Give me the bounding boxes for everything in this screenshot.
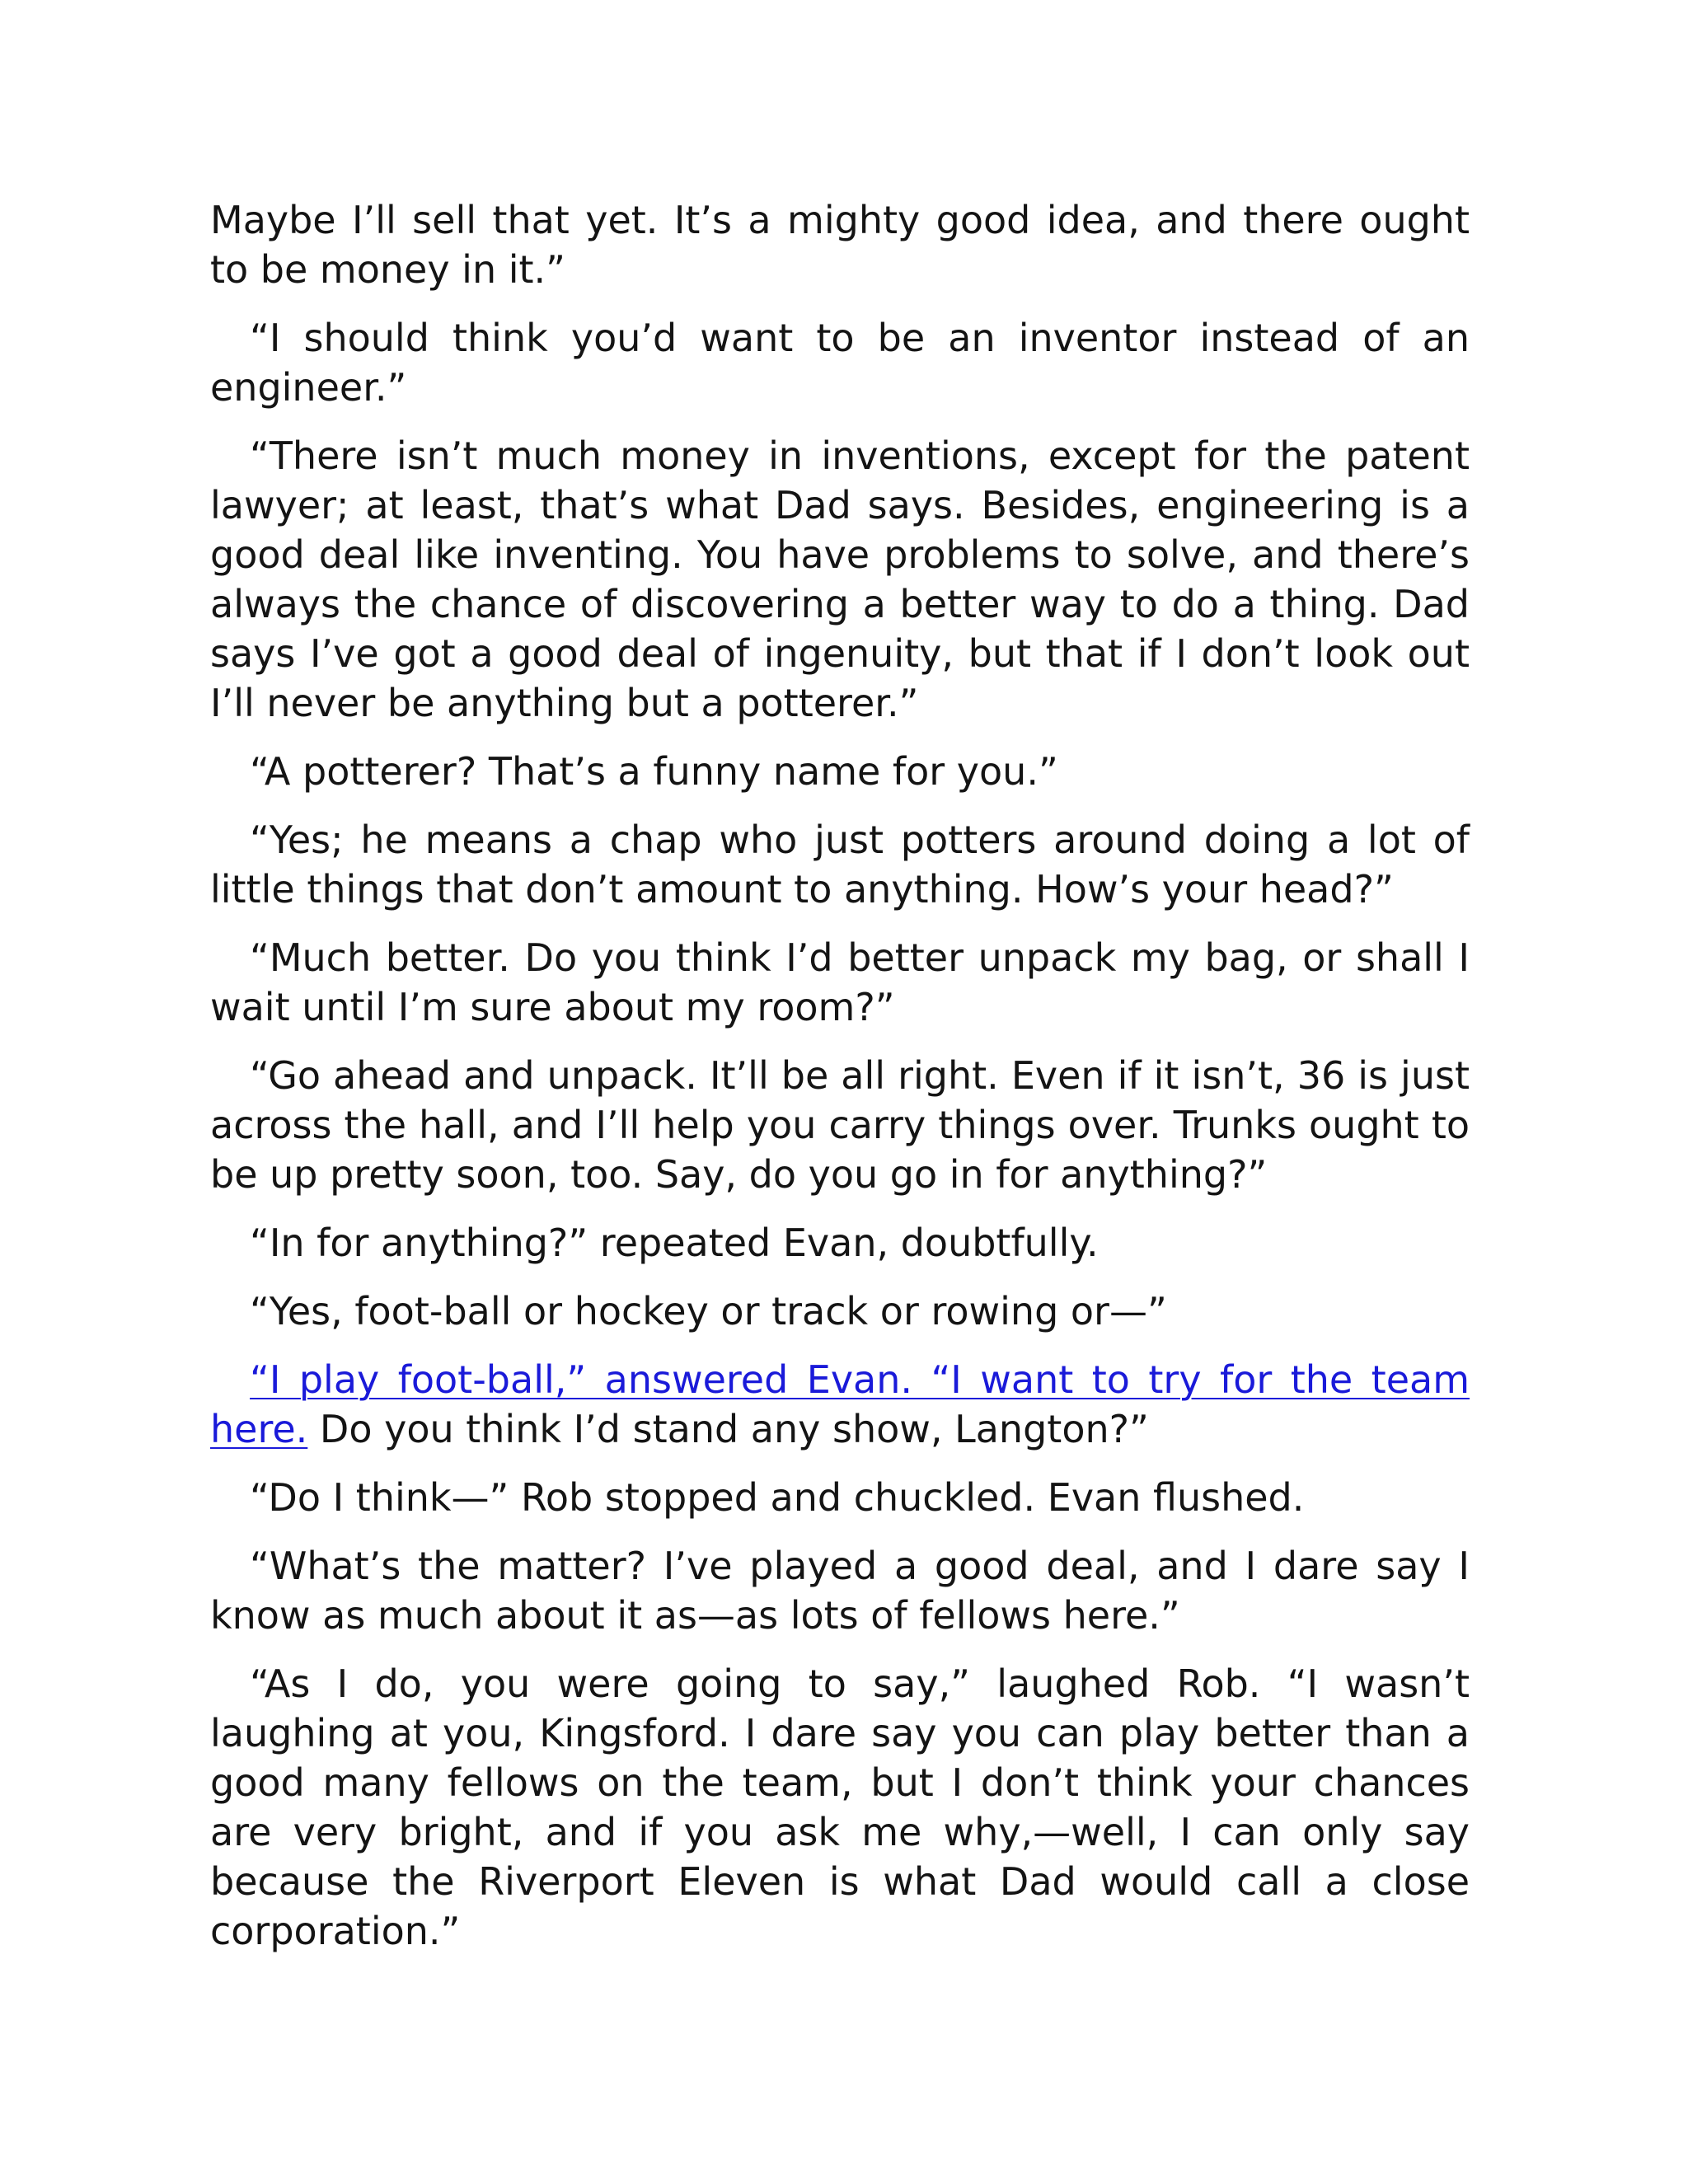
paragraph: “As I do, you were going to say,” laughed Rob. “I wasn’t laughing at you, Kingsford. I dare say you can play better than a good many fellows on the team, but I don’t think your chances are very bright, and if you ask me why,—well, I can only say because the Riverport Eleven is what Dad would call a close corporation.” [210,1661,1470,1953]
paragraph: “In for anything?” repeated Evan, doubtfully. [250,1221,1099,1265]
paragraph: “Much better. Do you think I’d better unpack my bag, or shall I wait until I’m sure about my room?” [210,935,1470,1029]
paragraph: “Yes; he means a chap who just potters around doing a lot of little things that don’t amount to anything. How’s your head?” [210,818,1470,912]
paragraph-text: Do you think I’d stand any show, Langton?” [307,1407,1149,1451]
paragraph: “What’s the matter? I’ve played a good deal, and I dare say I know as much about it as—as lots of fellows here.” [210,1544,1470,1638]
paragraph: “Do I think—” Rob stopped and chuckled. Evan flushed. [250,1475,1305,1520]
paragraph: “A potterer? That’s a funny name for you.” [250,749,1058,794]
paragraph: “Yes, foot-ball or hockey or track or rowing or—” [250,1289,1167,1333]
paragraph: “There isn’t much money in inventions, except for the patent lawyer; at least, that’s what Dad says. Besides, engineering is a good deal like inventing. You have problems to solve, and there’s always the chance of discovering a better way to do a thing. Dad says I’ve got a good deal of ingenuity, but that if I don’t look out I’ll never be anything but a potterer.” [210,434,1470,725]
inline-link[interactable]: “I play foot-ball,” answered Evan. “I want to try for the team here. [210,1357,1470,1451]
paragraph: “I should think you’d want to be an inventor instead of an engineer.” [210,316,1470,410]
paragraph: “Go ahead and unpack. It’ll be all right. Even if it isn’t, 36 is just across the hall, and I’ll help you carry things over. Trunks ought to be up pretty soon, too. Say, do you go in for anything?” [210,1053,1470,1197]
paragraph-with-link [210,1355,1470,1454]
paragraph: Maybe I’ll sell that yet. It’s a mighty good idea, and there ought to be money in it.” [210,198,1470,292]
document-page [210,195,1470,1975]
